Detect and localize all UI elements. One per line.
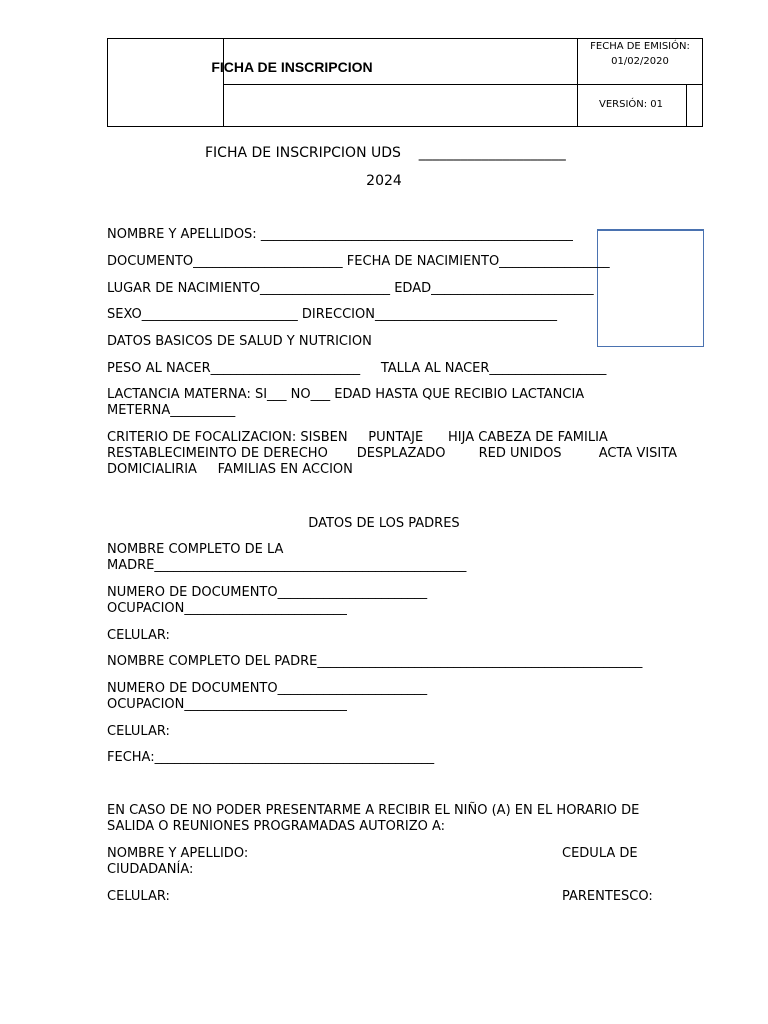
issue-date-label: FECHA DE EMISIÓN:	[590, 41, 690, 52]
mother-name-field: NOMBRE COMPLETO DE LA	[107, 542, 284, 557]
authorized-id-field-cont: CIUDADANÍA:	[107, 862, 194, 877]
authorized-name-field: NOMBRE Y APELLIDO:	[107, 846, 249, 861]
criteria-field-cont: RESTABLECIMEINTO DE DERECHO DESPLAZADO RED UNIDOS ACTA VISITA	[107, 446, 678, 461]
photo-box	[597, 229, 704, 347]
criteria-field-cont: DOMICIALIRIA FAMILIAS EN ACCION	[107, 462, 353, 477]
parents-section-title: DATOS DE LOS PADRES	[308, 516, 460, 531]
mother-name-field-cont: MADRE________________________________________________	[107, 558, 467, 573]
breastfeeding-field-cont: METERNA__________	[107, 403, 236, 418]
father-name-field: NOMBRE COMPLETO DEL PADRE__________________________________________________	[107, 654, 643, 669]
mother-phone-field: CELULAR:	[107, 628, 170, 643]
health-section-label: DATOS BASICOS DE SALUD Y NUTRICION	[107, 334, 372, 349]
version-label: VERSIÓN: 01	[598, 99, 664, 110]
authorization-text-cont: SALIDA O REUNIONES PROGRAMADAS AUTORIZO A:	[107, 819, 446, 834]
header-divider	[686, 85, 687, 126]
child-name-field: NOMBRE Y APELLIDOS: ________________________________________________	[107, 227, 573, 242]
authorized-id-field: CEDULA DE	[562, 846, 638, 861]
child-document-field: DOCUMENTO_______________________ FECHA DE NACIMIENTO_________________	[107, 254, 610, 269]
birth-weight-field: PESO AL NACER_______________________ TALLA AL NACER__________________	[107, 361, 607, 376]
mother-document-field: NUMERO DE DOCUMENTO_______________________	[107, 585, 428, 600]
authorized-relationship-field: PARENTESCO:	[562, 889, 653, 904]
authorized-phone-field: CELULAR:	[107, 889, 170, 904]
authorization-text: EN CASO DE NO PODER PRESENTARME A RECIBIR EL NIÑO (A) EN EL HORARIO DE	[107, 803, 640, 818]
breastfeeding-field: LACTANCIA MATERNA: SI___ NO___ EDAD HASTA QUE RECIBIO LACTANCIA	[107, 387, 585, 402]
father-document-field: NUMERO DE DOCUMENTO_______________________	[107, 681, 428, 696]
issue-date-value: 01/02/2020	[611, 56, 669, 67]
criteria-field: CRITERIO DE FOCALIZACION: SISBEN PUNTAJE HIJA CABEZA DE FAMILIA	[107, 430, 608, 445]
birthplace-field: LUGAR DE NACIMIENTO____________________ EDAD_________________________	[107, 281, 594, 296]
father-occupation-field: OCUPACION_________________________	[107, 697, 347, 712]
mother-occupation-field: OCUPACION_________________________	[107, 601, 347, 616]
form-heading: FICHA DE INSCRIPCION UDS _____________________	[205, 145, 566, 161]
date-field: FECHA:___________________________________________	[107, 750, 435, 765]
father-phone-field: CELULAR:	[107, 724, 170, 739]
sex-field: SEXO________________________ DIRECCION____________________________	[107, 307, 557, 322]
header-title: FICHA DE INSCRIPCION	[211, 59, 373, 75]
form-year: 2024	[366, 173, 402, 189]
